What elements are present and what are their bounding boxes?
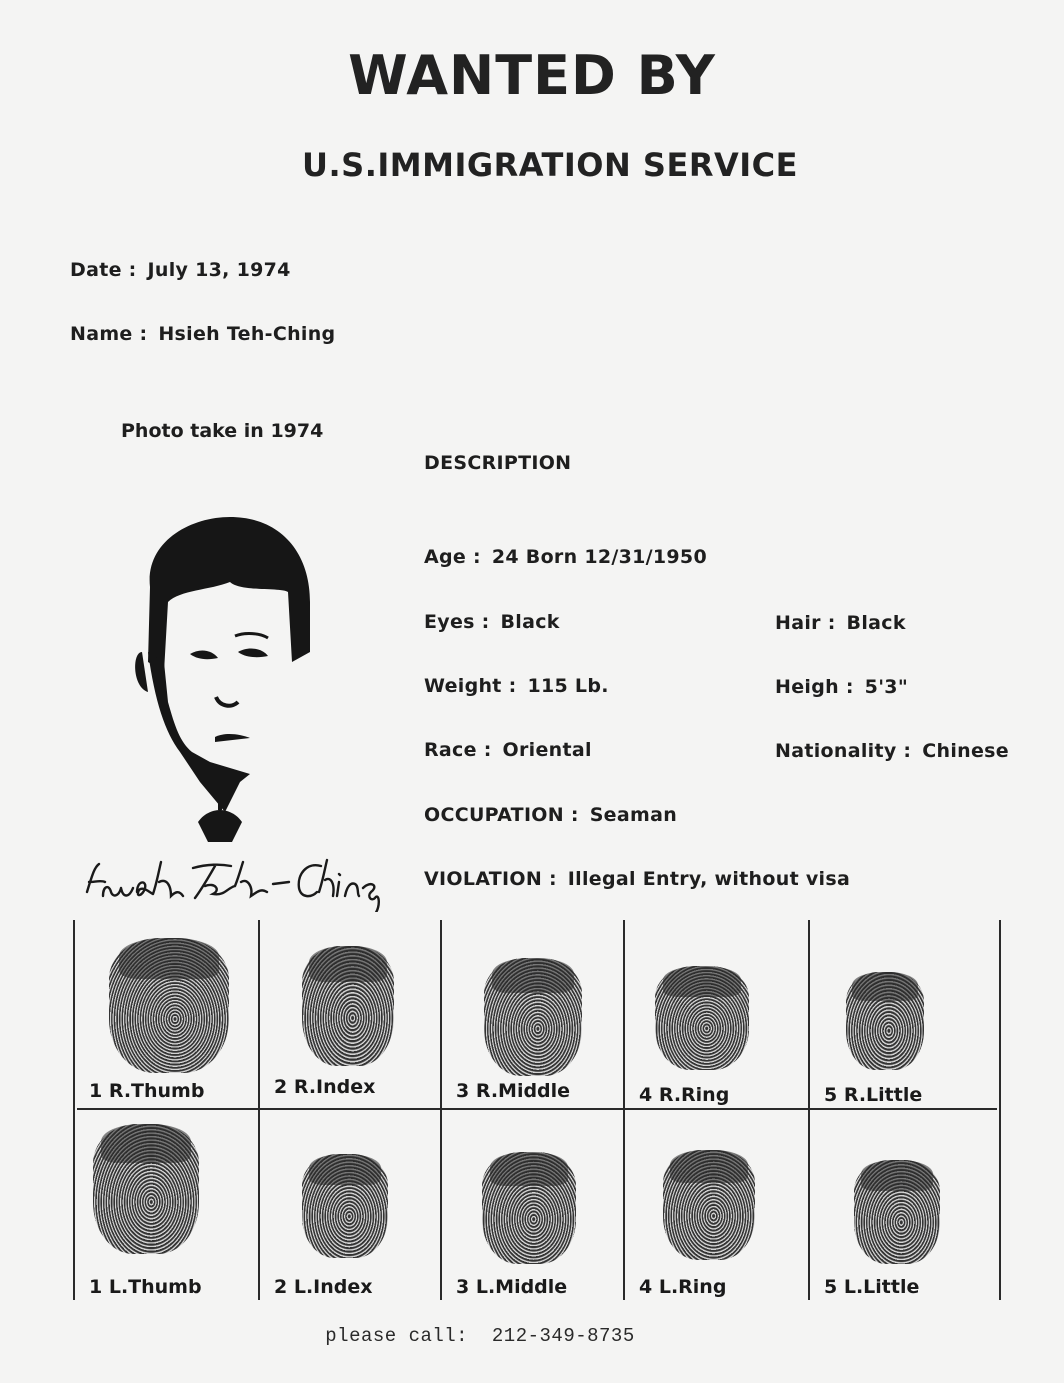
nationality-field bbox=[775, 740, 1009, 762]
eyes-field bbox=[424, 611, 560, 633]
fingerprint-image bbox=[663, 1150, 755, 1260]
fingerprint-label: 4 L.Ring bbox=[639, 1276, 727, 1298]
description-heading: DESCRIPTION bbox=[424, 452, 572, 474]
fingerprint-cell-left-little bbox=[810, 1110, 994, 1298]
fingerprint-label: 2 R.Index bbox=[274, 1076, 376, 1098]
weight-field bbox=[424, 675, 609, 697]
fingerprint-image bbox=[302, 946, 394, 1066]
race-field bbox=[424, 739, 592, 761]
fingerprint-cell-left-thumb bbox=[75, 1110, 259, 1298]
hair-field bbox=[775, 612, 906, 634]
date-label: Date : bbox=[70, 259, 137, 281]
violation-field bbox=[424, 868, 850, 890]
fingerprint-image bbox=[484, 958, 582, 1076]
phone-number: 212-349-8735 bbox=[491, 1325, 635, 1347]
hair-label: Hair : bbox=[775, 612, 836, 634]
age-label: Age : bbox=[424, 546, 481, 568]
occupation-label: OCCUPATION : bbox=[424, 804, 579, 826]
height-label: Heigh : bbox=[775, 676, 854, 698]
fingerprint-grid bbox=[73, 920, 1001, 1300]
nationality-value: Chinese bbox=[922, 740, 1009, 762]
name-value: Hsieh Teh-Ching bbox=[158, 323, 336, 345]
fingerprint-label: 5 L.Little bbox=[824, 1276, 920, 1298]
height-value: 5'3" bbox=[864, 676, 909, 698]
fingerprint-image bbox=[93, 1124, 199, 1254]
fingerprint-label: 3 R.Middle bbox=[456, 1080, 571, 1102]
height-field bbox=[775, 676, 908, 698]
fingerprint-cell-right-little bbox=[810, 920, 994, 1108]
hair-value: Black bbox=[846, 612, 906, 634]
eyes-value: Black bbox=[500, 611, 560, 633]
fingerprint-label: 5 R.Little bbox=[824, 1084, 923, 1106]
portrait-image bbox=[120, 512, 320, 842]
poster-subtitle: U.S.IMMIGRATION SERVICE bbox=[302, 146, 798, 184]
fingerprint-cell-left-ring bbox=[625, 1110, 809, 1298]
weight-label: Weight : bbox=[424, 675, 517, 697]
fingerprint-label: 2 L.Index bbox=[274, 1276, 373, 1298]
date-field bbox=[70, 259, 291, 281]
grid-divider bbox=[999, 920, 1001, 1300]
fingerprint-cell-right-thumb bbox=[75, 920, 259, 1108]
fingerprint-cell-left-middle bbox=[442, 1110, 626, 1298]
fingerprint-cell-right-index bbox=[260, 920, 444, 1108]
fingerprint-image bbox=[482, 1152, 576, 1264]
race-value: Oriental bbox=[502, 739, 592, 761]
nationality-label: Nationality : bbox=[775, 740, 912, 762]
date-value: July 13, 1974 bbox=[147, 259, 291, 281]
fingerprint-cell-right-ring bbox=[625, 920, 809, 1108]
fingerprint-label: 1 L.Thumb bbox=[89, 1276, 202, 1298]
occupation-field bbox=[424, 804, 677, 826]
weight-value: 115 Lb. bbox=[527, 675, 609, 697]
age-value: 24 Born 12/31/1950 bbox=[491, 546, 707, 568]
occupation-value: Seaman bbox=[589, 804, 678, 826]
race-label: Race : bbox=[424, 739, 492, 761]
eyes-label: Eyes : bbox=[424, 611, 490, 633]
age-field bbox=[424, 546, 707, 568]
violation-value: Illegal Entry, without visa bbox=[567, 868, 851, 890]
fingerprint-image bbox=[302, 1154, 388, 1258]
signature bbox=[75, 852, 395, 912]
fingerprint-image bbox=[854, 1160, 940, 1264]
poster-title: WANTED BY bbox=[348, 44, 716, 107]
contact-line bbox=[0, 1325, 960, 1347]
violation-label: VIOLATION : bbox=[424, 868, 557, 890]
fingerprint-label: 1 R.Thumb bbox=[89, 1080, 205, 1102]
fingerprint-image bbox=[655, 966, 749, 1070]
call-label: please call: bbox=[325, 1325, 469, 1347]
fingerprint-cell-left-index bbox=[260, 1110, 444, 1298]
fingerprint-label: 3 L.Middle bbox=[456, 1276, 568, 1298]
fingerprint-label: 4 R.Ring bbox=[639, 1084, 730, 1106]
fingerprint-cell-right-middle bbox=[442, 920, 626, 1108]
photo-caption: Photo take in 1974 bbox=[121, 420, 324, 442]
fingerprint-image bbox=[846, 972, 924, 1070]
fingerprint-image bbox=[109, 938, 229, 1073]
name-field bbox=[70, 323, 335, 345]
name-label: Name : bbox=[70, 323, 148, 345]
